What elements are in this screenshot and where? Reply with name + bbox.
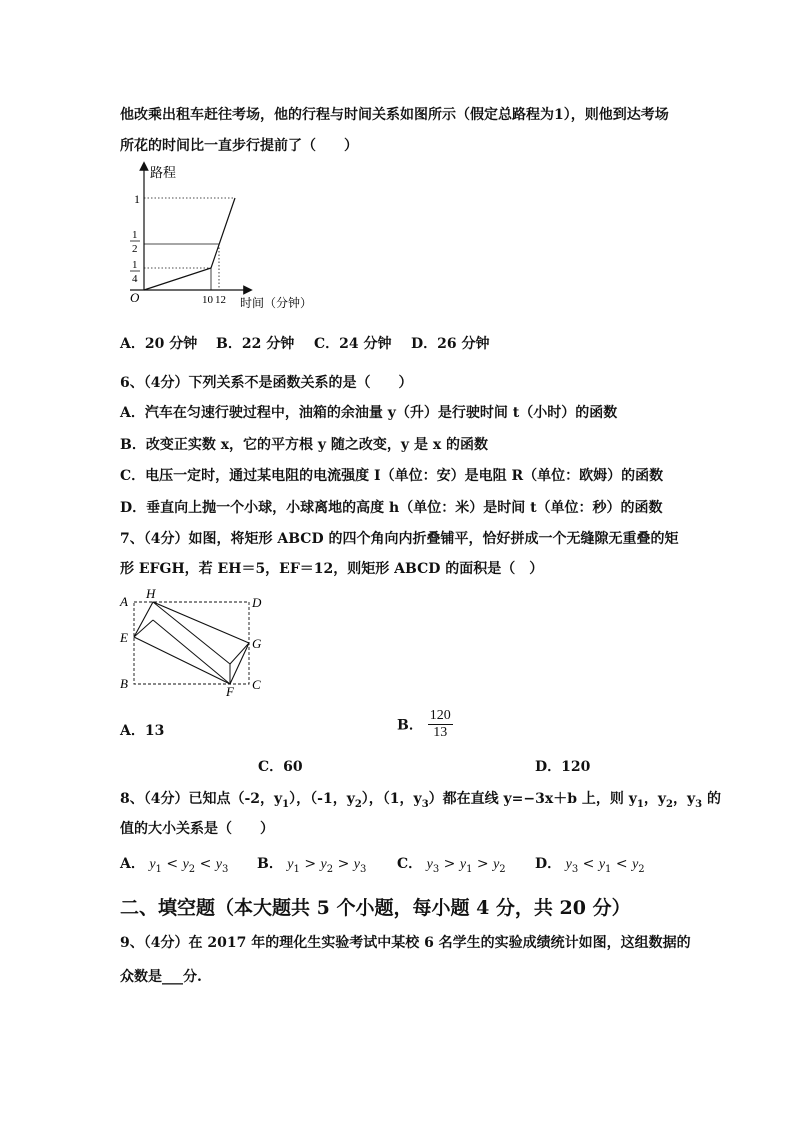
y-tick-quarter-num: 1 (132, 259, 138, 271)
q9-text-line1: 9、（4分）在 2017 年的理化生实验考试中某校 6 名学生的实验成绩统计如图，这组数据的 (120, 935, 691, 951)
q8-option-a[interactable]: A． $y_1 < y_2 < y_3$ (120, 856, 229, 875)
q5-option-d[interactable]: D．26 分钟 (411, 336, 490, 352)
q8-option-c[interactable]: C． $y_3 > y_1 > y_2$ (397, 856, 506, 875)
label-e: E (120, 630, 128, 645)
q5-option-a[interactable]: A．20 分钟 (120, 336, 198, 352)
q6-option-a[interactable]: A．汽车在匀速行驶过程中，油箱的余油量 y（升）是行驶时间 t（小时）的函数 (120, 405, 618, 421)
x-tick-10: 10 (202, 294, 213, 306)
label-c: C (252, 677, 261, 692)
q8-text-line1: 8、（4分）已知点（-2，$y_1$），（-1，$y_2$），（1，$y_3$）都在直线 y=−3x＋b 上，则 $y_1$，$y_2$，$y_3$ 的 (120, 791, 721, 810)
x-axis-label: 时间（分钟） (240, 296, 313, 310)
q8-text-line2: 值的大小关系是（ ） (120, 821, 274, 837)
y-tick-half-num: 1 (132, 229, 138, 241)
q6-option-c[interactable]: C．电压一定时，通过某电阻的电流强度 I（单位：安）是电阻 R（单位：欧姆）的函数 (120, 468, 664, 484)
q8-option-d[interactable]: D． $y_3 < y_1 < y_2$ (535, 856, 645, 875)
q6-option-b[interactable]: B．改变正实数 x，它的平方根 y 随之改变，y 是 x 的函数 (120, 437, 489, 453)
q8-option-b[interactable]: B． $y_1 > y_2 > y_3$ (257, 856, 367, 875)
x-tick-12: 12 (215, 294, 226, 306)
q6-option-d[interactable]: D．垂直向上抛一个小球，小球离地的高度 h（单位：米）是时间 t（单位：秒）的函数 (120, 500, 663, 516)
origin-label: O (130, 290, 140, 305)
q5-option-c[interactable]: C．24 分钟 (314, 336, 392, 352)
y-tick-quarter-den: 4 (132, 273, 138, 285)
rectangle-efgh (134, 602, 249, 684)
label-b: B (120, 676, 128, 691)
label-f: F (226, 684, 234, 699)
q5-option-b[interactable]: B．22 分钟 (216, 336, 295, 352)
q7-option-b-numerator: 120 (429, 708, 451, 723)
y-axis-label: 路程 (150, 166, 177, 181)
label-g: G (252, 636, 262, 651)
q7-text-line1: 7、（4分）如图，将矩形 ABCD 的四个角向内折叠铺平，恰好拼成一个无缝隙无重叠的矩 (120, 531, 679, 547)
label-d: D (252, 595, 262, 610)
q7-option-a[interactable]: A．13 (120, 723, 165, 739)
section-title: 二、填空题（本大题共 5 个小题，每小题 4 分，共 20 分） (120, 897, 631, 919)
q5-text-line2: 所花的时间比一直步行提前了（ ） (120, 138, 358, 154)
walk-then-taxi-line (144, 198, 235, 290)
label-h: H (146, 586, 156, 601)
q7-option-b[interactable]: B． $\frac{120}{13}$ (397, 708, 451, 740)
q7-option-b-denominator: 13 (433, 725, 448, 740)
q7-option-d[interactable]: D．120 (535, 759, 591, 775)
y-tick-half-den: 2 (132, 243, 138, 255)
label-a: A (120, 594, 128, 609)
y-tick-1: 1 (134, 192, 140, 206)
q9-text-line2: 众数是___分. (120, 969, 202, 985)
q6-stem: 6、（4分）下列关系不是函数关系的是（ ） (120, 375, 413, 391)
q7-text-line2: 形 EFGH，若 EH＝5，EF＝12，则矩形 ABCD 的面积是（ ） (120, 561, 544, 577)
q5-text-line1: 他改乘出租车赶往考场，他的行程与时间关系如图所示（假定总路程为1），则他到达考场 (120, 107, 669, 123)
q7-option-c[interactable]: C．60 (258, 759, 303, 775)
